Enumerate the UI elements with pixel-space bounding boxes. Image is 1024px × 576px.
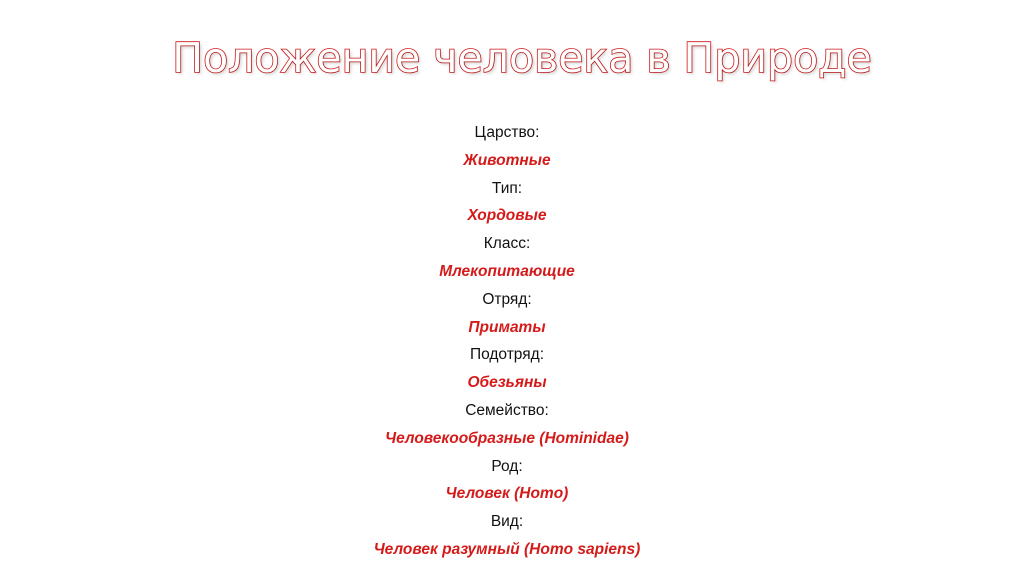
suborder-value: Обезьяны bbox=[467, 374, 547, 392]
order-label: Отряд: bbox=[482, 290, 532, 308]
genus-value: Человек (Homo) bbox=[445, 485, 569, 503]
phylum-label: Тип: bbox=[491, 179, 523, 197]
slide-title: Положение человека в Природе bbox=[172, 34, 872, 82]
species-value: Человек разумный (Homo sapiens) bbox=[373, 540, 641, 558]
kingdom-label: Царство: bbox=[474, 124, 540, 141]
family-label: Семейство: bbox=[465, 401, 549, 419]
kingdom-value: Животные bbox=[463, 151, 551, 169]
species-label: Вид: bbox=[490, 513, 524, 531]
genus-label: Род: bbox=[491, 457, 523, 475]
class-value: Млекопитающие bbox=[439, 262, 575, 280]
phylum-value: Хордовые bbox=[467, 207, 547, 225]
taxonomy-list bbox=[0, 119, 1014, 564]
class-label: Класс: bbox=[483, 235, 531, 253]
family-value: Человекообразные (Hominidae) bbox=[385, 429, 629, 447]
suborder-label: Подотряд: bbox=[469, 346, 545, 364]
order-value: Приматы bbox=[468, 318, 546, 336]
